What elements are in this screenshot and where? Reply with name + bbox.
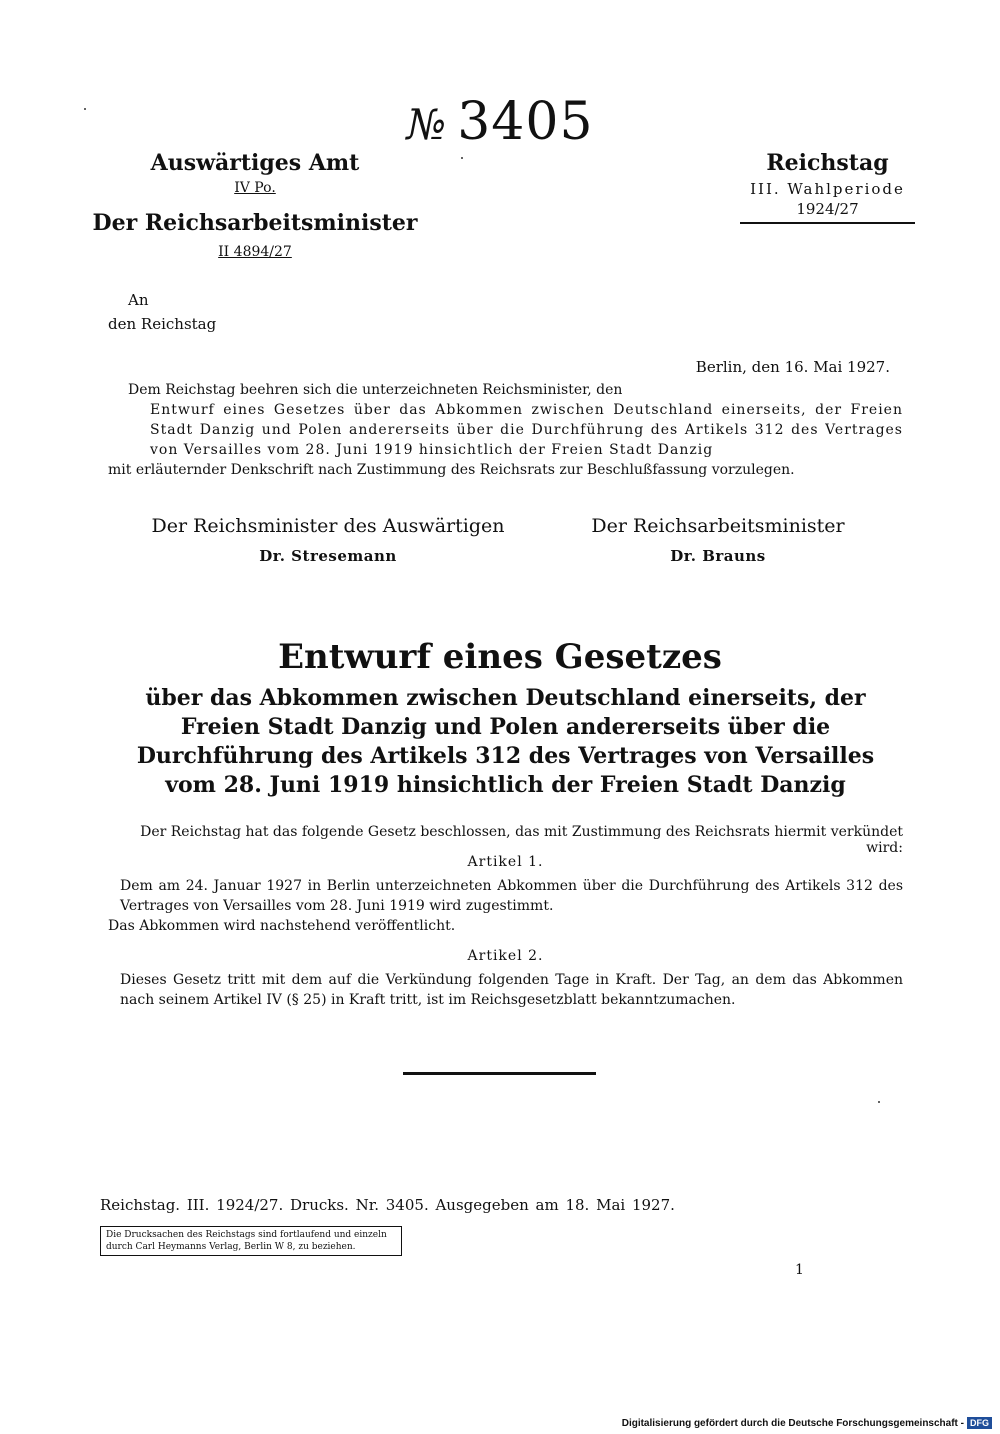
- article-2-heading: Artikel 2.: [467, 948, 544, 964]
- intro-letter: [108, 380, 903, 480]
- separator-rule: [403, 1072, 596, 1075]
- speck: [878, 1101, 880, 1103]
- addressee: [108, 288, 216, 336]
- law-title: Entwurf eines Gesetzes: [278, 637, 722, 677]
- footer-line: Reichstag. III. 1924/27. Drucks. Nr. 3405. Ausgegeben am 18. Mai 1927.: [100, 1196, 675, 1214]
- signature-left: [138, 515, 518, 565]
- signature-name: Dr. Stresemann: [259, 547, 397, 565]
- signature-right: [538, 515, 898, 565]
- right-header: [740, 150, 915, 224]
- article-1-text-2: Das Abkommen wird nachstehend veröffentlicht.: [108, 918, 456, 934]
- left-header: [80, 150, 430, 260]
- page-number: 1: [795, 1262, 804, 1278]
- document-number: [0, 92, 1000, 152]
- law-subtitle: über das Abkommen zwischen Deutschland einerseits, der Freien Stadt Danzig und Polen andererseits über die Durchführung des Artikels 312 des Vertrages von Versailles vom 28. Juni 1919 hinsichtlich der Freien Stadt Danzig: [136, 685, 875, 798]
- signature-role: Der Reichsminister des Auswärtigen: [151, 515, 505, 537]
- org-auswaertiges-amt: Auswärtiges Amt: [150, 150, 360, 176]
- intro-paragraph-1: Dem Reichstag beehren sich die unterzeichneten Reichsminister, den: [128, 382, 623, 398]
- header-rule: [740, 222, 915, 224]
- footer-box-line-1: Die Drucksachen des Reichstags sind fortlaufend und einzeln: [106, 1230, 387, 1240]
- digitization-credit: [622, 1417, 992, 1429]
- reference-code-1: IV Po.: [234, 180, 276, 196]
- org-reichsarbeitsminister: Der Reichsarbeitsminister: [92, 210, 418, 236]
- number-value: 3405: [457, 92, 594, 152]
- reference-code-2: II 4894/27: [218, 244, 292, 260]
- date-line: Berlin, den 16. Mai 1927.: [695, 358, 890, 376]
- intro-paragraph-3: mit erläuternder Denkschrift nach Zustimmung des Reichsrats zur Beschlußfassung vorzulegen.: [108, 462, 795, 478]
- dfg-logo: DFG: [967, 1417, 992, 1429]
- addressee-line-2: den Reichstag: [108, 315, 217, 333]
- electoral-period: III. Wahlperiode: [750, 180, 905, 198]
- signature-name: Dr. Brauns: [670, 547, 766, 565]
- article-2-body: [108, 970, 903, 1010]
- article-1-body: [108, 876, 903, 936]
- signature-role: Der Reichsarbeitsminister: [591, 515, 845, 537]
- number-prefix: №: [406, 100, 448, 149]
- period-years: 1924/27: [796, 200, 859, 218]
- article-1-heading: Artikel 1.: [467, 854, 544, 870]
- speck: [461, 157, 463, 159]
- article-1-text: Dem am 24. Januar 1927 in Berlin unterzeichneten Abkommen über die Durchführung des Artikels 312 des Vertrages von Versailles vom 28. Juni 1919 wird zugestimmt.: [120, 878, 903, 914]
- addressee-line-1: An: [128, 291, 149, 309]
- intro-paragraph-2: Entwurf eines Gesetzes über das Abkommen zwischen Deutschland einerseits, der Freien Stadt Danzig und Polen andererseits über die Durchführung des Artikels 312 des Vertrages von Versailles vom 28. Juni 1919 hinsichtlich der Freien Stadt Danzig: [150, 402, 903, 458]
- article-2-text: Dieses Gesetz tritt mit dem auf die Verkündung folgenden Tage in Kraft. Der Tag, an dem das Abkommen nach seinem Artikel IV (§ 25) in Kraft tritt, ist im Reichsgesetzblatt bekanntzumachen.: [120, 972, 903, 1008]
- footer-box-line-2: durch Carl Heymanns Verlag, Berlin W 8, zu beziehen.: [106, 1242, 356, 1252]
- reichstag-title: Reichstag: [766, 150, 889, 176]
- footer-box: [100, 1226, 402, 1256]
- digitization-text: Digitalisierung gefördert durch die Deutsche Forschungsgemeinschaft -: [621, 1417, 964, 1429]
- preamble: Der Reichstag hat das folgende Gesetz beschlossen, das mit Zustimmung des Reichsrats hiermit verkündet wird:: [140, 824, 903, 856]
